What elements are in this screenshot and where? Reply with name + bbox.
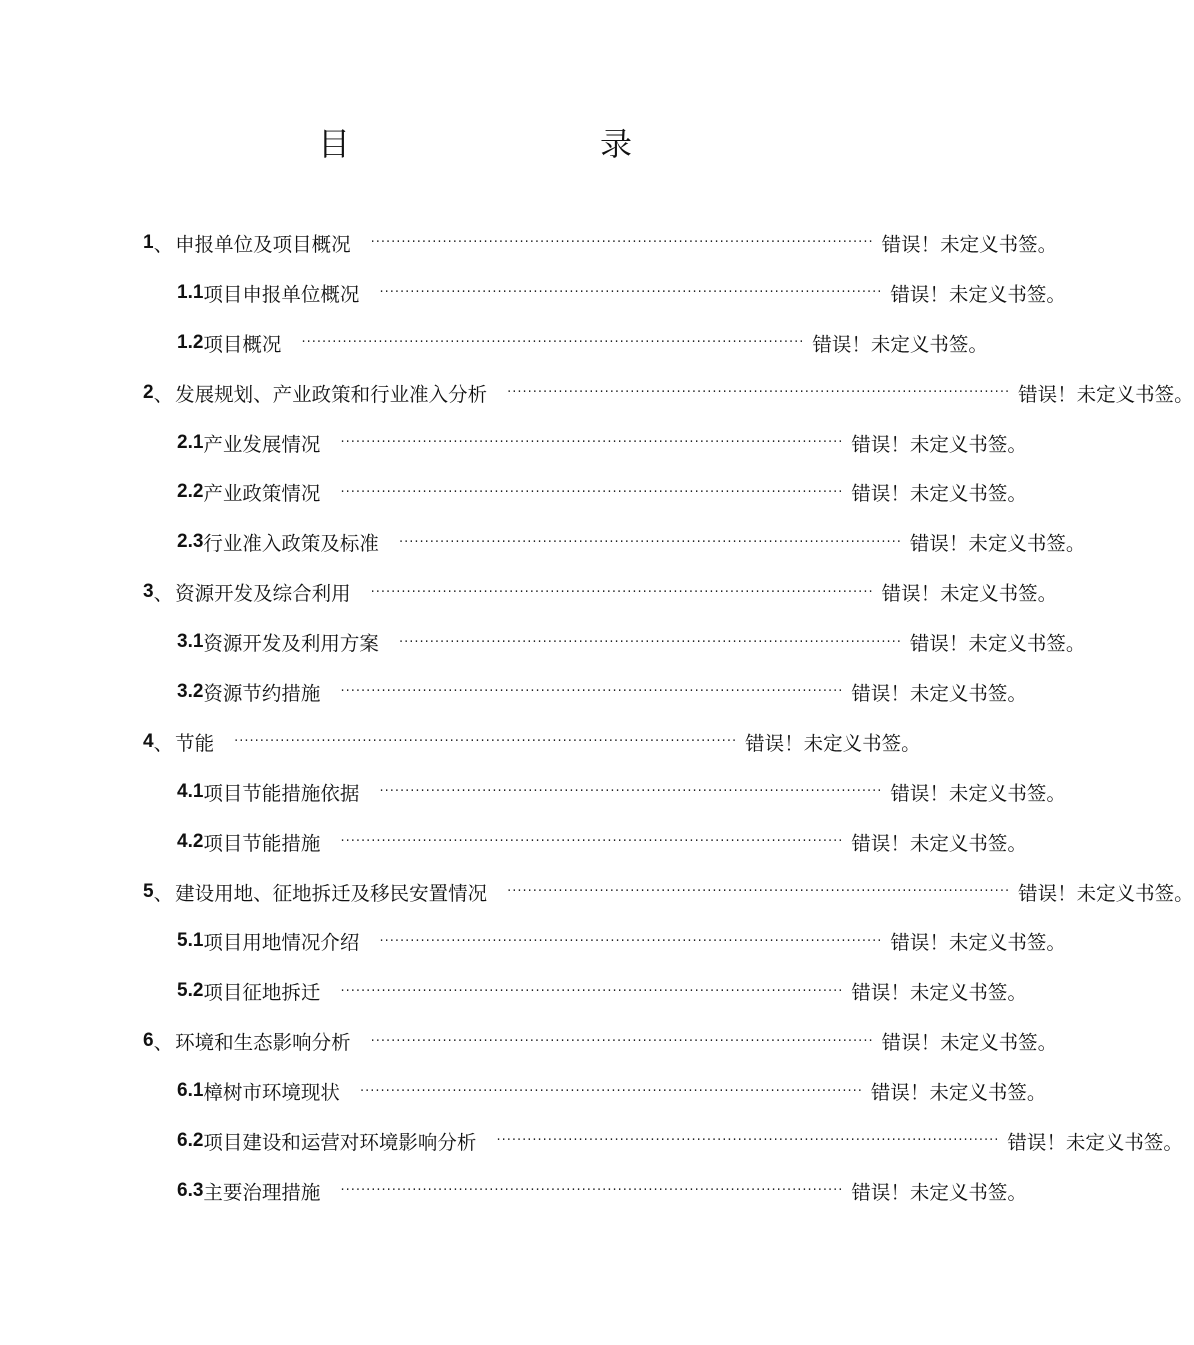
toc-entry-label: 樟树市环境现状 [203, 1081, 340, 1105]
toc-entry-label: 项目申报单位概况 [203, 282, 360, 306]
toc-page-reference: 错误！未定义书签。 [851, 432, 1027, 456]
toc-entry-separator: 、 [153, 382, 174, 406]
toc-section-row[interactable] [0, 667, 1027, 717]
toc-section-row[interactable] [0, 467, 1027, 517]
toc-entry-label: 项目节能措施依据 [203, 781, 360, 805]
toc-entry-label: 发展规划、产业政策和行业准入分析 [175, 382, 488, 406]
toc-chapter-row[interactable] [0, 218, 1058, 268]
toc-page-reference: 错误！未定义书签。 [909, 532, 1086, 556]
toc-entry-number: 1.1 [177, 281, 204, 303]
toc-section-row[interactable] [0, 1066, 1047, 1116]
toc-entry-label: 资源开发及利用方案 [203, 632, 379, 656]
toc-page-reference: 错误！未定义书签。 [881, 232, 1058, 256]
toc-section-row[interactable] [0, 617, 1086, 667]
toc-section-row[interactable] [0, 1116, 1183, 1166]
toc-page-reference: 错误！未定义书签。 [851, 981, 1027, 1005]
table-of-contents [0, 218, 1194, 1216]
toc-entry-number: 1.2 [177, 331, 204, 353]
toc-dot-leader: ·································································································· [379, 285, 883, 301]
toc-entry-label: 节能 [175, 731, 215, 755]
toc-entry-number: 6 [143, 1030, 154, 1052]
toc-section-row[interactable] [0, 817, 1027, 867]
toc-chapter-row[interactable] [0, 717, 950, 767]
toc-entry-label: 项目用地情况介绍 [203, 931, 360, 955]
toc-entry-label: 产业发展情况 [203, 432, 321, 456]
toc-dot-leader: ·································································································· [340, 1183, 844, 1199]
toc-page-reference: 错误！未定义书签。 [890, 282, 1066, 306]
toc-dot-leader: ·································································································· [301, 335, 805, 351]
toc-entry-label: 行业准入政策及标准 [203, 532, 379, 556]
toc-entry-number: 6.2 [177, 1129, 204, 1151]
toc-dot-leader: ·································································································· [340, 435, 844, 450]
toc-section-row[interactable] [0, 916, 1066, 966]
toc-page-reference: 错误！未定义书签。 [851, 831, 1027, 855]
toc-entry-label: 申报单位及项目概况 [175, 232, 351, 256]
toc-dot-leader: ·································································································· [379, 933, 883, 949]
toc-entry-number: 5.1 [177, 930, 204, 952]
toc-page-reference: 错误！未定义书签。 [851, 482, 1027, 506]
toc-section-row[interactable] [0, 767, 1066, 817]
toc-chapter-row[interactable] [0, 567, 1058, 617]
toc-entry-number: 2.3 [177, 531, 204, 553]
toc-page-reference: 错误！未定义书签。 [812, 332, 988, 356]
toc-entry-label: 项目概况 [203, 332, 282, 356]
toc-entry-number: 3.1 [177, 631, 204, 653]
toc-page-reference: 错误！未定义书签。 [851, 681, 1027, 705]
toc-entry-separator: 、 [153, 1031, 174, 1055]
toc-dot-leader: ·································································································· [234, 734, 738, 750]
toc-page-reference: 错误！未定义书签。 [1018, 881, 1194, 905]
toc-dot-leader: ·································································································· [359, 1083, 863, 1099]
toc-entry-label: 资源节约措施 [203, 681, 321, 705]
toc-page-reference: 错误！未定义书签。 [890, 931, 1066, 955]
toc-dot-leader: ·································································································· [340, 684, 844, 700]
toc-entry-number: 3.2 [177, 680, 204, 702]
toc-entry-number: 2.1 [177, 431, 204, 453]
toc-entry-separator: 、 [153, 881, 174, 905]
toc-dot-leader: ·································································································· [370, 235, 874, 251]
toc-chapter-row[interactable] [0, 368, 1194, 418]
toc-dot-leader: ·································································································· [340, 983, 844, 999]
toc-entry-number: 2.2 [177, 481, 204, 503]
toc-entry-label: 资源开发及综合利用 [175, 582, 351, 606]
toc-entry-number: 4 [143, 730, 154, 752]
toc-page-reference: 错误！未定义书签。 [890, 781, 1066, 805]
toc-section-row[interactable] [0, 517, 1086, 567]
toc-dot-leader: ·································································································· [340, 484, 844, 500]
toc-dot-leader: ·································································································· [379, 784, 883, 800]
toc-dot-leader: ·································································································· [507, 884, 1011, 900]
toc-dot-leader: ·································································································· [507, 385, 1011, 401]
toc-entry-number: 5.2 [177, 980, 204, 1002]
toc-chapter-row[interactable] [0, 867, 1194, 917]
toc-entry-number: 4.1 [177, 780, 204, 802]
toc-entry-number: 2 [143, 381, 154, 403]
toc-dot-leader: ·································································································· [398, 534, 902, 550]
toc-entry-number: 3 [143, 581, 154, 603]
toc-entry-label: 项目节能措施 [203, 831, 321, 855]
toc-section-row[interactable] [0, 268, 1066, 318]
toc-dot-leader: ·································································································· [340, 834, 844, 850]
toc-section-row[interactable] [0, 1166, 1027, 1216]
toc-dot-leader: ·································································································· [370, 584, 874, 600]
toc-section-row[interactable] [0, 966, 1027, 1016]
toc-entry-number: 5 [143, 880, 154, 902]
toc-title: 目 录 [317, 125, 694, 163]
toc-entry-label: 环境和生态影响分析 [175, 1031, 351, 1055]
toc-entry-number: 4.2 [177, 830, 204, 852]
toc-entry-separator: 、 [153, 582, 174, 606]
toc-page-reference: 错误！未定义书签。 [851, 1180, 1027, 1204]
toc-entry-number: 6.3 [177, 1179, 204, 1201]
toc-entry-label: 主要治理措施 [203, 1180, 321, 1204]
toc-entry-label: 建设用地、征地拆迁及移民安置情况 [175, 881, 488, 905]
toc-page-reference: 错误！未定义书签。 [1018, 382, 1194, 406]
toc-page-reference: 错误！未定义书签。 [1007, 1130, 1183, 1154]
toc-entry-number: 6.1 [177, 1080, 204, 1102]
toc-page-reference: 错误！未定义书签。 [745, 731, 921, 755]
toc-page-reference: 错误！未定义书签。 [909, 632, 1086, 656]
toc-entry-label: 项目建设和运营对环境影响分析 [203, 1130, 477, 1154]
toc-page-reference: 错误！未定义书签。 [870, 1081, 1047, 1105]
toc-dot-leader: ·································································································· [398, 634, 902, 650]
toc-dot-leader: ·································································································· [496, 1133, 1000, 1149]
toc-entry-label: 项目征地拆迁 [203, 981, 321, 1005]
toc-entry-separator: 、 [153, 731, 174, 755]
toc-entry-separator: 、 [153, 232, 174, 256]
toc-entry-number: 1 [143, 231, 154, 253]
toc-page-reference: 错误！未定义书签。 [881, 582, 1058, 606]
toc-page-reference: 错误！未定义书签。 [881, 1031, 1058, 1055]
toc-dot-leader: ·································································································· [370, 1033, 874, 1049]
toc-section-row[interactable] [0, 318, 988, 368]
toc-section-row[interactable] [0, 418, 1027, 468]
toc-chapter-row[interactable] [0, 1016, 1058, 1066]
toc-entry-label: 产业政策情况 [203, 482, 321, 506]
